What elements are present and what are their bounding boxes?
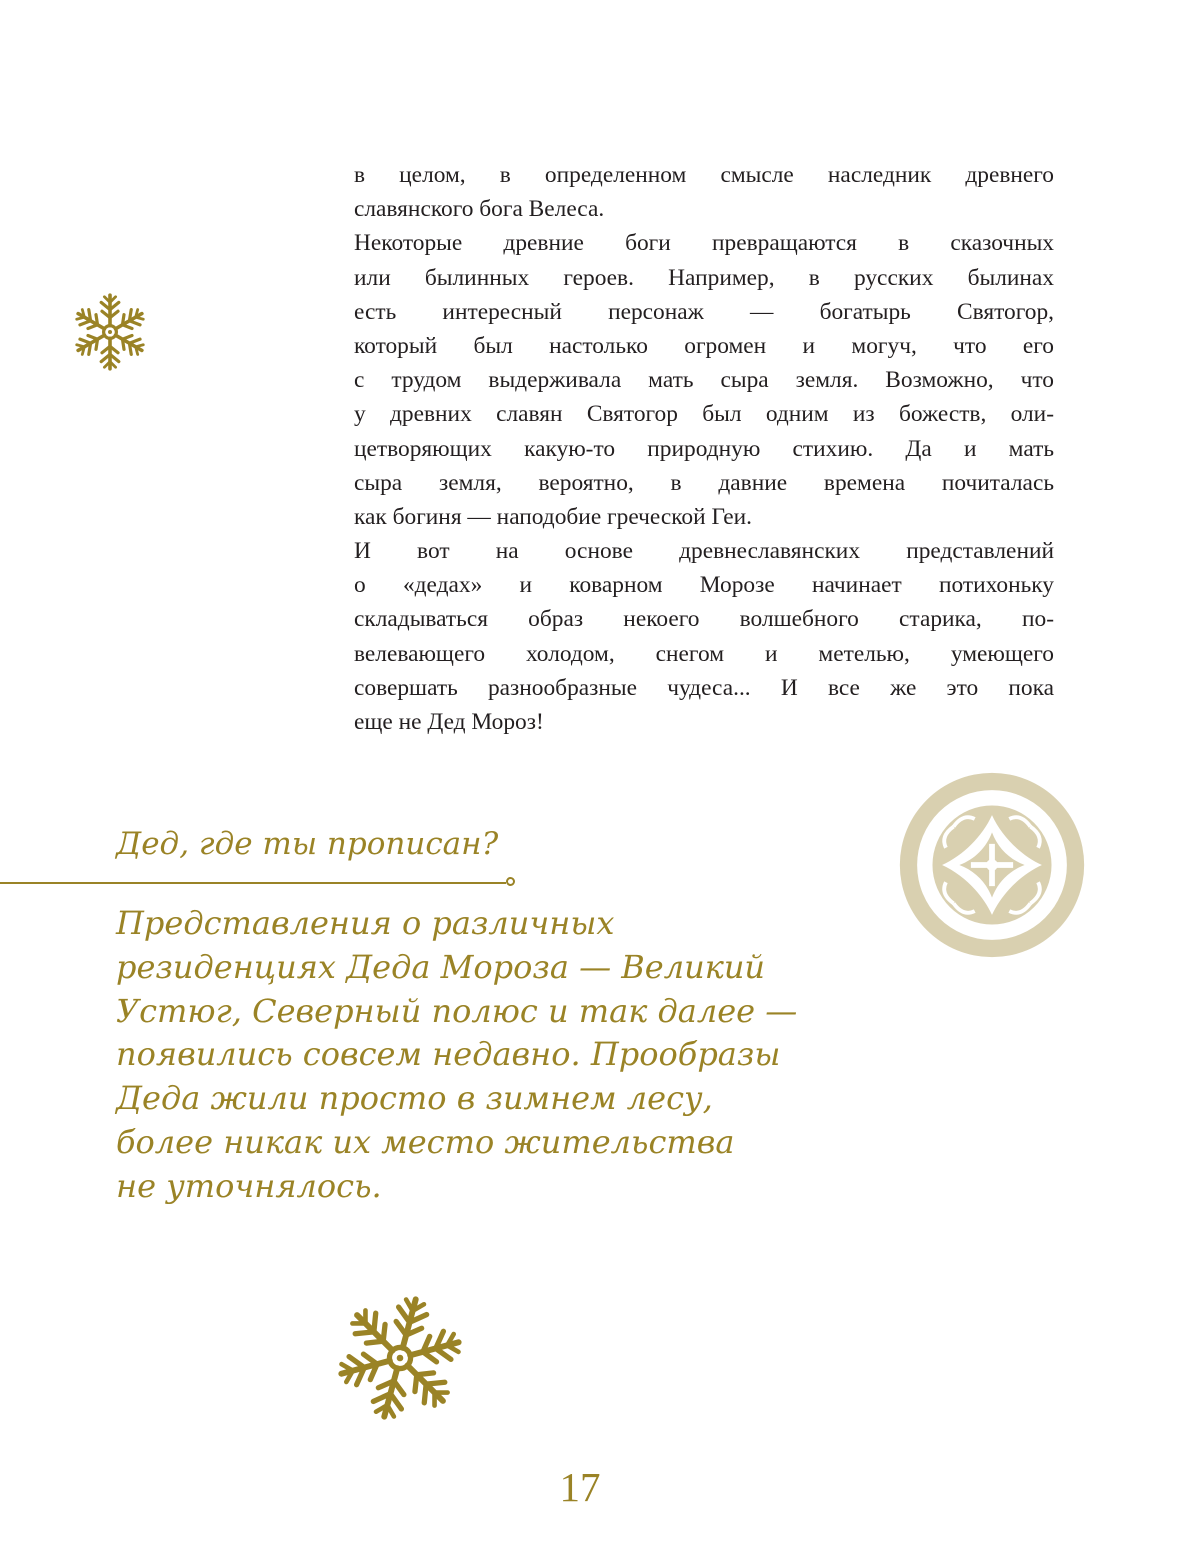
body-line: сыра земля, вероятно, в давние времена почиталась	[354, 469, 1054, 496]
body-line: И вот на основе древнеславянских представлений	[354, 538, 1054, 565]
callout-text	[116, 902, 836, 1209]
body-line: совершать разнообразные чудеса... И все же это пока	[354, 674, 1054, 701]
body-line: о «дедах» и коварном Морозе начинает потихоньку	[354, 572, 1054, 599]
snowflake-icon	[70, 292, 150, 372]
body-line: у древних славян Святогор был одним из божеств, оли-	[354, 401, 1054, 428]
callout-line: появились совсем недавно. Прообразы	[116, 1035, 781, 1074]
page-number: 17	[559, 1464, 601, 1510]
section-heading: Дед, где ты прописан?	[116, 826, 499, 862]
heading-rule	[0, 882, 506, 884]
body-line: или былинных героев. Например, в русских былинах	[354, 264, 1054, 291]
body-line: как богиня — наподобие греческой Геи.	[354, 503, 752, 530]
callout-line: Устюг, Северный полюс и так далее —	[116, 991, 798, 1030]
body-line: с трудом выдерживала мать сыра земля. Возможно, что	[354, 367, 1054, 394]
body-line: есть интересный персонаж — богатырь Святогор,	[354, 298, 1054, 325]
body-line: складываться образ некоего волшебного старика, по-	[354, 606, 1054, 633]
callout-line: более никак их место жительства	[116, 1122, 735, 1161]
body-line: цетворяющих какую-то природную стихию. Да и мать	[354, 435, 1054, 462]
body-line: в целом, в определенном смысле наследник древнего	[354, 162, 1054, 188]
callout-line: Представления о различных	[116, 904, 615, 942]
body-line: Некоторые древние боги превращаются в сказочных	[354, 230, 1054, 257]
callout-line: резиденциях Деда Мороза — Великий	[116, 947, 766, 986]
body-line: который был настолько огромен и могуч, что его	[354, 332, 1054, 359]
snowflake-icon	[334, 1292, 466, 1424]
callout-line: Деда жили просто в зимнем лесу,	[116, 1079, 713, 1118]
body-line: еще не Дед Мороз!	[354, 709, 544, 735]
body-line: славянского бога Велеса.	[354, 196, 605, 223]
body-text	[354, 158, 1054, 739]
round-ornament-icon	[896, 768, 1088, 962]
body-line: велевающего холодом, снегом и метелью, умеющего	[354, 640, 1054, 667]
rule-end-dot	[506, 877, 515, 886]
callout-line: не уточнялось.	[116, 1166, 382, 1205]
